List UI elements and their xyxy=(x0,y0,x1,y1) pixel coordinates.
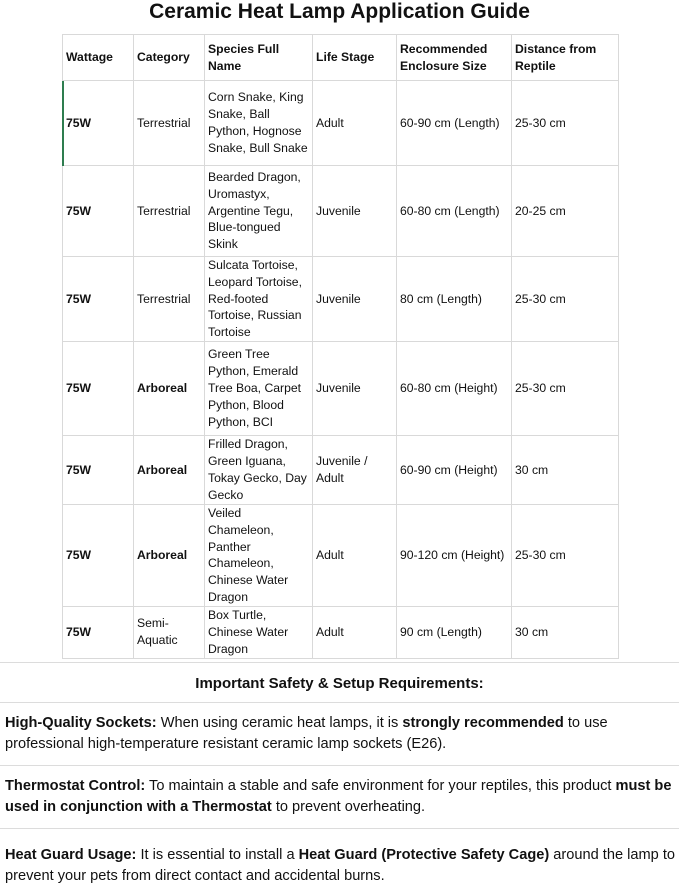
cell-species: Green Tree Python, Emerald Tree Boa, Carpet Python, Blood Python, BCI xyxy=(205,341,313,435)
requirement-thermostat xyxy=(5,776,677,818)
cell-species: Box Turtle, Chinese Water Dragon xyxy=(205,606,313,658)
cell-species: Bearded Dragon, Uromastyx, Argentine Tegu, Blue-tongued Skink xyxy=(205,166,313,257)
page-title: Ceramic Heat Lamp Application Guide xyxy=(149,0,530,23)
cell-category: Arboreal xyxy=(134,504,205,606)
table-row xyxy=(63,257,619,342)
cell-life-stage: Juvenile xyxy=(313,166,397,257)
table-row xyxy=(63,435,619,504)
cell-category: Arboreal xyxy=(134,435,205,504)
requirements-title: Important Safety & Setup Requirements: xyxy=(195,675,484,692)
cell-life-stage: Juvenile xyxy=(313,341,397,435)
cell-life-stage: Adult xyxy=(313,606,397,658)
table-row xyxy=(63,606,619,658)
cell-species: Frilled Dragon, Green Iguana, Tokay Gecko, Day Gecko xyxy=(205,435,313,504)
cell-wattage: 75W xyxy=(63,257,134,342)
table-row xyxy=(63,81,619,166)
requirement-lead: High-Quality Sockets: xyxy=(5,715,157,731)
cell-distance: 30 cm xyxy=(512,606,619,658)
cell-life-stage: Adult xyxy=(313,504,397,606)
table-header-row xyxy=(63,35,619,81)
requirement-lead: Thermostat Control: xyxy=(5,778,146,794)
table-row xyxy=(63,166,619,257)
header-species: Species Full Name xyxy=(205,35,313,81)
section-divider xyxy=(0,662,679,663)
section-divider xyxy=(0,765,679,766)
requirement-text: to prevent overheating. xyxy=(271,799,426,815)
requirement-emphasis: strongly recommended xyxy=(402,715,564,731)
cell-species: Sulcata Tortoise, Leopard Tortoise, Red-footed Tortoise, Russian Tortoise xyxy=(205,257,313,342)
cell-enclosure: 60-90 cm (Length) xyxy=(397,81,512,166)
requirement-text: It is essential to install a xyxy=(136,847,299,863)
cell-species: Veiled Chameleon, Panther Chameleon, Chinese Water Dragon xyxy=(205,504,313,606)
cell-distance: 30 cm xyxy=(512,435,619,504)
header-enclosure-size: Recommended Enclosure Size xyxy=(397,35,512,81)
requirement-lead: Heat Guard Usage: xyxy=(5,847,137,863)
cell-life-stage: Juvenile xyxy=(313,257,397,342)
table-row xyxy=(63,341,619,435)
table-row xyxy=(63,504,619,606)
cell-distance: 25-30 cm xyxy=(512,341,619,435)
cell-category: Terrestrial xyxy=(134,166,205,257)
cell-distance: 25-30 cm xyxy=(512,504,619,606)
header-category: Category xyxy=(134,35,205,81)
requirement-emphasis: Heat Guard (Protective Safety Cage) xyxy=(298,847,550,863)
header-wattage: Wattage xyxy=(63,35,134,81)
row-highlight-bar xyxy=(62,81,64,166)
cell-life-stage: Juvenile / Adult xyxy=(313,435,397,504)
cell-category: Terrestrial xyxy=(134,81,205,166)
requirement-text: around the lamp to prevent your pets from direct contact and accidental burns. xyxy=(5,847,675,884)
cell-category: Semi-Aquatic xyxy=(134,606,205,658)
cell-distance: 25-30 cm xyxy=(512,257,619,342)
cell-category: Arboreal xyxy=(134,341,205,435)
cell-enclosure: 60-80 cm (Length) xyxy=(397,166,512,257)
cell-wattage: 75W xyxy=(63,166,134,257)
requirement-heat-guard xyxy=(5,845,677,887)
requirement-text: When using ceramic heat lamps, it is xyxy=(156,715,403,731)
cell-wattage: 75W xyxy=(63,81,134,166)
cell-category: Terrestrial xyxy=(134,257,205,342)
cell-life-stage: Adult xyxy=(313,81,397,166)
cell-wattage: 75W xyxy=(63,606,134,658)
cell-wattage: 75W xyxy=(63,341,134,435)
cell-enclosure: 60-80 cm (Height) xyxy=(397,341,512,435)
section-divider xyxy=(0,702,679,703)
application-guide-table xyxy=(62,34,619,659)
cell-wattage: 75W xyxy=(63,504,134,606)
requirement-text: To maintain a stable and safe environment for your reptiles, this product xyxy=(145,778,616,794)
cell-enclosure: 90 cm (Length) xyxy=(397,606,512,658)
cell-wattage: 75W xyxy=(63,435,134,504)
cell-enclosure: 90-120 cm (Height) xyxy=(397,504,512,606)
cell-distance: 20-25 cm xyxy=(512,166,619,257)
requirement-emphasis: must be used in conjunction with a Thermostat xyxy=(5,778,672,815)
header-distance: Distance from Reptile xyxy=(512,35,619,81)
requirement-sockets xyxy=(5,713,677,755)
section-divider xyxy=(0,828,679,829)
cell-enclosure: 80 cm (Length) xyxy=(397,257,512,342)
header-life-stage: Life Stage xyxy=(313,35,397,81)
cell-distance: 25-30 cm xyxy=(512,81,619,166)
cell-enclosure: 60-90 cm (Height) xyxy=(397,435,512,504)
cell-species: Corn Snake, King Snake, Ball Python, Hognose Snake, Bull Snake xyxy=(205,81,313,166)
requirement-text: to use professional high-temperature resistant ceramic lamp sockets (E26). xyxy=(5,715,608,752)
